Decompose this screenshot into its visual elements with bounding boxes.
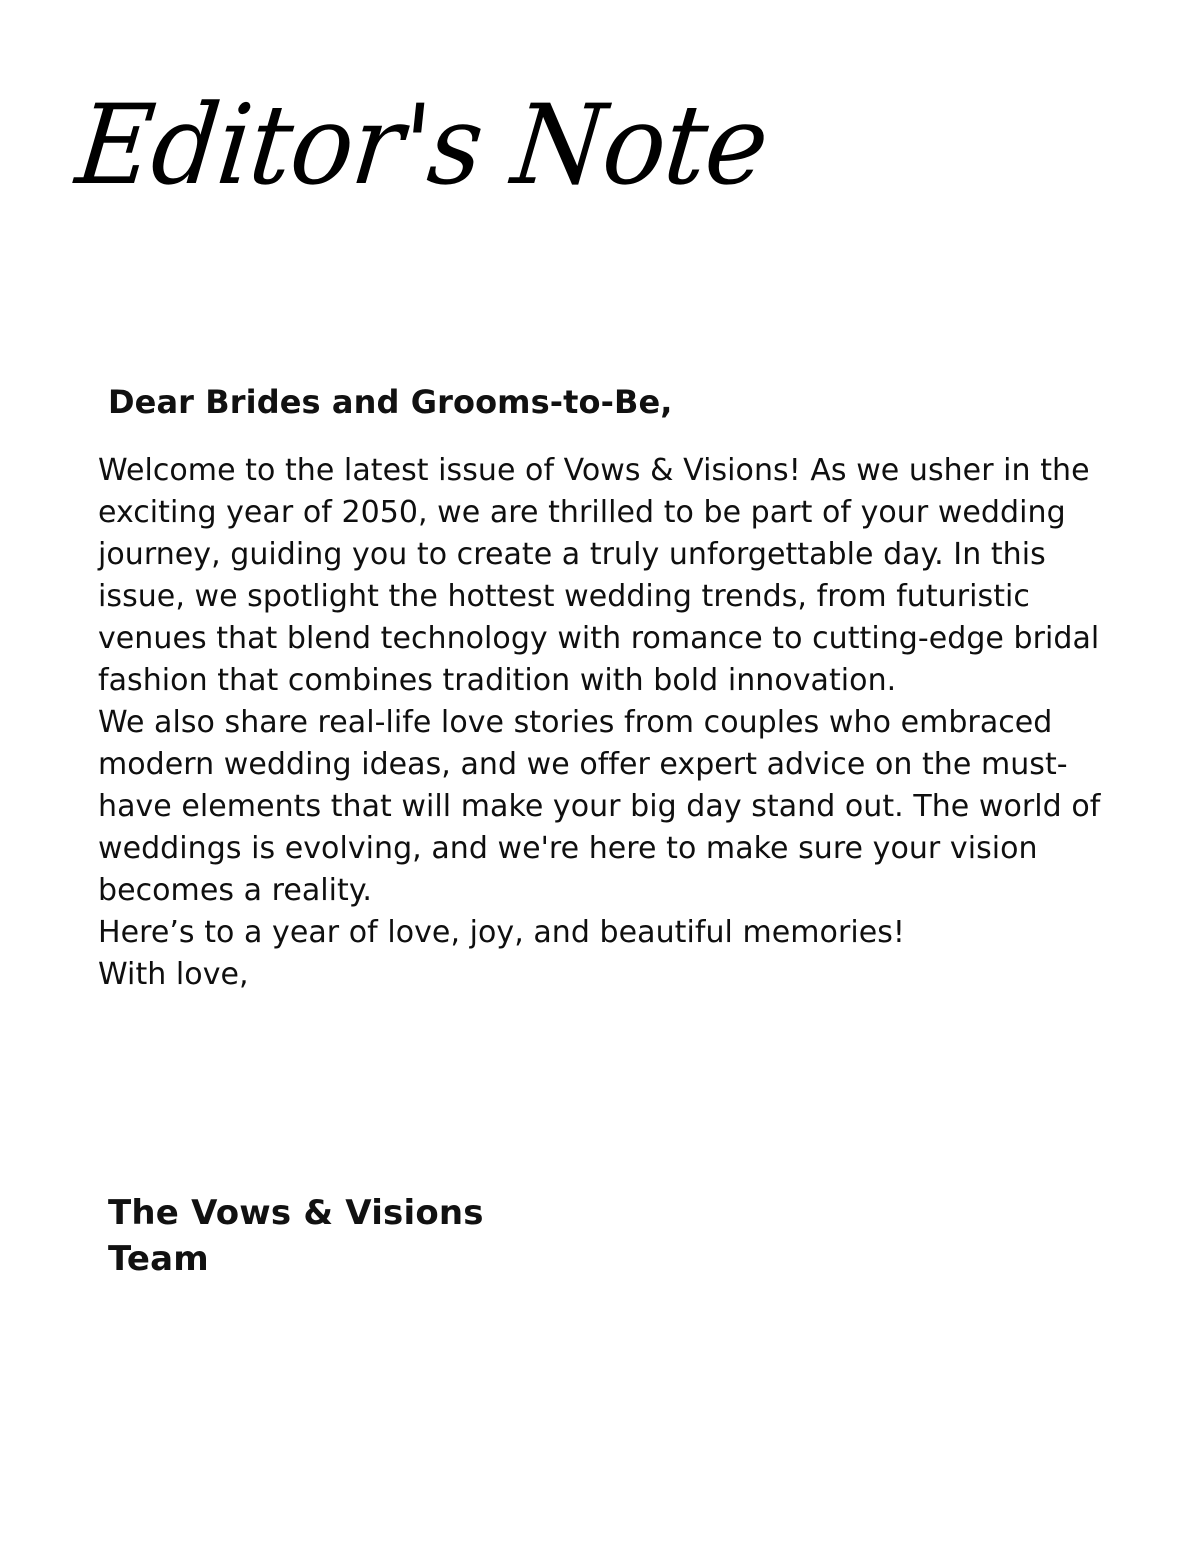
- letter-paragraph: Welcome to the latest issue of Vows & Visions! As we usher in the exciting year of 2050, we are thrilled to be part of your wedding journey, guiding you to create a truly unforgettable day. In this issue, we spotlight the hottest wedding trends, from futuristic venues that blend technology with romance to cutting-edge bridal fashion that combines tradition with bold innovation.: [98, 453, 1100, 698]
- signature-line-2: Team: [108, 1239, 209, 1279]
- page-title: Editor's Note: [70, 80, 774, 210]
- letter-paragraph: Here’s to a year of love, joy, and beautiful memories!: [98, 915, 905, 950]
- letter-paragraph: We also share real-life love stories from couples who embraced modern wedding ideas, and we offer expert advice on the must-have elements that will make your big day stand out. The world of weddings is evolving, and we're here to make sure your vision becomes a reality.: [98, 705, 1101, 908]
- signature-line-1: The Vows & Visions: [108, 1193, 484, 1233]
- page-title-wrapper: [70, 80, 774, 236]
- letter-closing: With love,: [98, 957, 249, 992]
- letter-signature: [108, 1190, 628, 1282]
- letter-body: [98, 450, 1103, 996]
- letter-salutation: Dear Brides and Grooms-to-Be,: [108, 383, 673, 421]
